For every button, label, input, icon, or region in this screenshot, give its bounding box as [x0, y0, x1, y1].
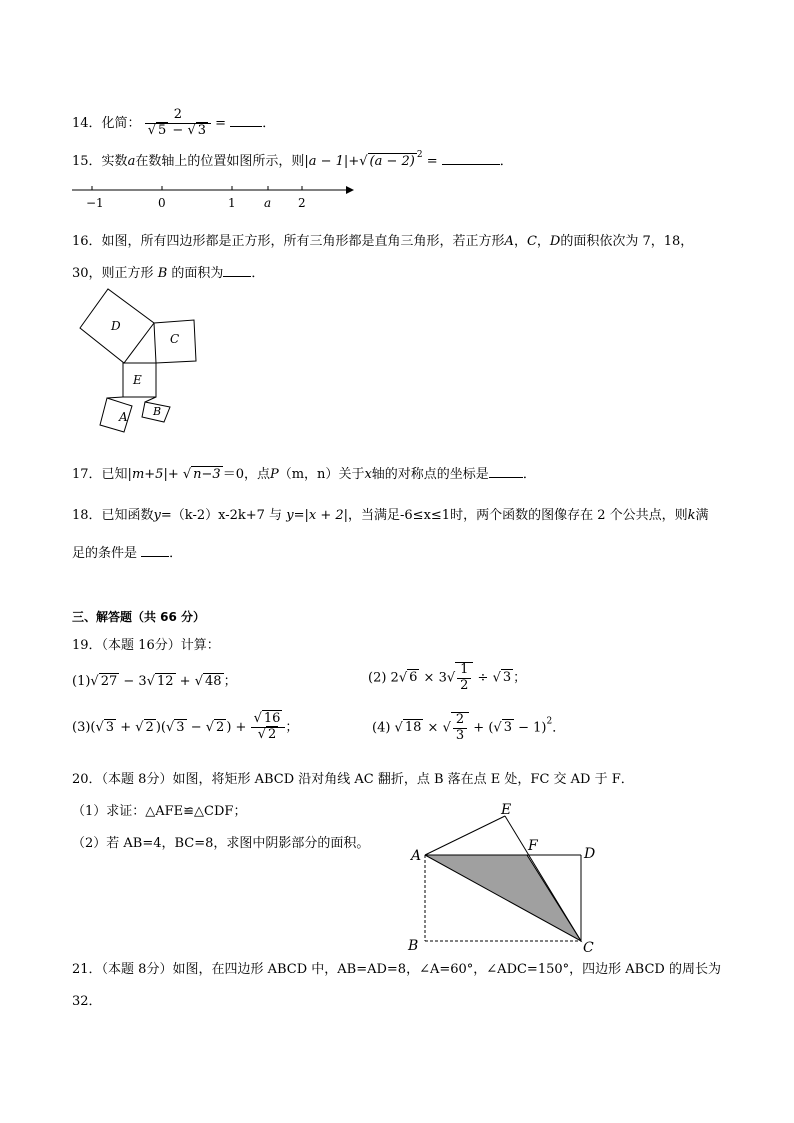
q19-p2-a: 6: [409, 670, 418, 686]
rectangle-fold-figure: [405, 800, 605, 955]
q17-text2: ＝0，点: [222, 467, 270, 482]
q19-p2-frac: [455, 662, 473, 694]
q17-end: ．: [522, 467, 536, 482]
q19-p4-end: ．: [552, 720, 566, 736]
q19-p2-fd: 2: [457, 678, 471, 694]
q19-p1-op2: +: [175, 674, 195, 689]
q21-line1: 21．（本题 8分）如图，在四边形 ABCD 中，AB=AD=8，∠A=60°，∠ADC=150°，四边形 ABCD 的周长为: [72, 962, 721, 977]
q19-p3-d: 2: [216, 719, 225, 735]
q14-end: ．: [262, 115, 276, 131]
q14-text: ．化简：: [88, 115, 141, 131]
q18-func: =（k-2）x-2k+7 与: [160, 508, 283, 523]
q19-p4-minus: − 1: [513, 720, 542, 736]
fig-label-A: A: [119, 410, 128, 424]
q19-p3-rp1: ): [155, 719, 161, 735]
q19-p3-a: 3: [105, 719, 115, 735]
q19-p1-op1: − 3: [119, 674, 147, 689]
q19-p4-plus: +: [469, 720, 489, 736]
q19-p3-b: 2: [145, 719, 154, 735]
label-a: a: [264, 196, 272, 210]
q16-text2a: 30，则正方形: [72, 266, 154, 281]
q19-p4-b: 3: [503, 720, 512, 736]
q19-p4-lp: (: [488, 720, 494, 736]
q18-end: ．: [169, 546, 183, 561]
q19-p1-c: 48: [205, 674, 222, 689]
q14-frac-num: 2: [173, 107, 182, 122]
fig-label-C: C: [583, 940, 594, 955]
q15-rad: (a − 2): [369, 154, 415, 169]
q19-p2-fn: 1: [460, 662, 469, 677]
q14-frac-den: √ 5 − √ 3: [145, 123, 211, 139]
q15-blank: [442, 152, 500, 165]
q16-sep1: ，: [513, 234, 527, 249]
fig-label-F: F: [528, 838, 538, 854]
q15-text1: ．实数: [88, 154, 128, 169]
q20-part2: （2）若 AB=4，BC=8，求图中阴影部分的面积。: [72, 836, 370, 851]
q15-sq: 2: [416, 150, 423, 160]
q14-blank: [230, 114, 262, 127]
q19-p4-label: (4): [372, 720, 391, 736]
q16-sep2: ，: [536, 234, 550, 249]
q19-title: 19．（本题 16分）计算：: [72, 638, 220, 653]
q19-p3-lp2: (: [160, 719, 166, 735]
q14-rad-a: 5: [158, 122, 167, 138]
q16-D: D: [549, 234, 561, 249]
q18-line2: [72, 542, 182, 561]
q19-p3-fn-wrap: √ 16: [253, 711, 281, 726]
q19-p4-frac: [451, 712, 469, 744]
q17-text1: 17．已知: [72, 467, 128, 482]
q19-p2-c: 3: [502, 670, 512, 686]
q18-line1: 18．已知函数y=（k-2）x-2k+7 与 y=|x + 2|，当满足-6≤x≤1时，两个函数的图像存在 2 个公共点，则k满: [72, 508, 709, 523]
label-1: 1: [228, 196, 236, 210]
label-2: 2: [298, 196, 306, 210]
q19-p2-op1: × 3: [419, 670, 447, 686]
squares-figure: [74, 285, 204, 435]
q18-eq2: =: [293, 508, 305, 523]
q19-p1-end: ；: [223, 674, 237, 689]
q19-p3-end: ；: [285, 719, 299, 735]
fig-label-C: C: [170, 332, 180, 346]
q21-line2: 32．: [72, 994, 102, 1009]
q20-part1: （1）求证：△AFE≌△CDF；: [72, 804, 247, 819]
q17-rad: n−3: [193, 467, 221, 482]
q14-eq: =: [215, 115, 227, 131]
q14-rad-b: 3: [197, 122, 207, 138]
q14: [72, 108, 275, 139]
q19-p4-a: 18: [404, 720, 422, 736]
q18-blank: [141, 544, 169, 557]
q16-B: B: [157, 266, 168, 281]
number-line-arrow: [346, 186, 354, 194]
q14-fraction: [145, 108, 211, 139]
q19-p3-label: (3): [72, 719, 91, 735]
q15-plus: +: [348, 154, 360, 169]
q19-part3: (3)(√ 3 + √ 2 )(√ 3 − √ 2 ) + $\frac{√ 16}{√ 2}$ ；: [72, 711, 299, 742]
edge-EB: [145, 397, 156, 402]
q16-text2b: 的面积为: [171, 266, 224, 281]
q19-p2-op2: ÷: [473, 670, 493, 686]
q19-p1-a: 27: [100, 674, 118, 689]
q19-p4-fn: 2: [455, 712, 465, 727]
q15-text2: 在数轴上的位置如图所示，则: [135, 154, 305, 169]
q19-p3-fn: 16: [263, 711, 281, 726]
q14-op: −: [168, 122, 188, 138]
q19-p3-minus: −: [186, 719, 206, 735]
fig-label-D: D: [584, 846, 596, 862]
q17-plus: +: [167, 467, 179, 482]
q19-p3-c: 3: [176, 719, 185, 735]
section-3-heading: 三、解答题（共 66 分）: [72, 610, 206, 624]
q19-p4-rp: ): [541, 720, 547, 736]
q15-abs: a − 1: [308, 154, 344, 169]
q18-y2: y: [286, 508, 294, 523]
q19-p3-fd: 2: [267, 726, 277, 742]
q19-p2-end: ；: [513, 670, 527, 686]
q18-abs: x + 2: [308, 508, 344, 523]
label-0: 0: [158, 196, 166, 210]
q16-blank: [223, 264, 251, 277]
q19-p4-fd: 3: [453, 728, 467, 744]
q19-p1-b: 12: [157, 674, 174, 689]
q16-end: ．: [251, 266, 265, 281]
segment-AE: [425, 816, 505, 855]
fig-label-B: B: [408, 938, 419, 954]
q17-P: P: [269, 467, 279, 482]
label-neg1: −1: [86, 196, 104, 210]
q19-p1-label: (1): [72, 674, 91, 689]
q17-x: x: [364, 467, 372, 482]
q14-number: 14: [72, 115, 89, 131]
q17-abs: m+5: [131, 467, 164, 482]
edge-EA: [107, 397, 123, 398]
q19-p3-lp1: (: [90, 719, 96, 735]
q18-text1: 18．已知函数: [72, 508, 154, 523]
fig-label-E: E: [133, 373, 142, 387]
q20-title: 20．（本题 8分）如图，将矩形 ABCD 沿对角线 AC 翻折，点 B 落在点 E 处，FC 交 AD 于 F．: [72, 772, 634, 787]
q18-text4: 足的条件是: [72, 546, 138, 561]
q18-text3: 满: [695, 508, 709, 523]
q19-p4-sq: 2: [546, 716, 553, 727]
q16-line1: [72, 230, 693, 249]
q18-y: y: [153, 508, 161, 523]
fig-label-B: B: [153, 405, 162, 418]
q17-coords: （m，n）: [278, 467, 339, 482]
q16-A: A: [504, 234, 514, 249]
q19-part4: (4) √ 18 × √ $\frac{2}{3}$ + (√ 3 − 1)$^2$．: [372, 712, 566, 743]
q18-text2: ，当满足-6≤x≤1时，两个函数的图像存在 2 个公共点，则: [348, 508, 688, 523]
q15-var: a: [127, 154, 136, 169]
q16-text1: 16．如图，所有四边形都是正方形，所有三角形都是直角三角形，若正方形: [72, 234, 505, 249]
shaded-triangle: [425, 855, 581, 941]
q19-p3-plus: +: [116, 719, 136, 735]
number-line-figure: [70, 180, 360, 212]
q19-p3-fd-wrap: √ 2: [251, 727, 286, 743]
q17-text4: 轴的对称点的坐标是: [371, 467, 489, 482]
q19-p3-rp2: ): [226, 719, 232, 735]
q19-p3-op: +: [231, 719, 251, 735]
q18-k: k: [687, 508, 696, 523]
q19-p4-op: ×: [423, 720, 443, 736]
q17-blank: [489, 465, 523, 478]
q15-number: 15: [72, 154, 89, 169]
q17: 17．已知|m+5|+ √ n−3 ＝0，点P（m，n）关于x轴的对称点的坐标是 ．: [72, 467, 536, 482]
q17-text3: 关于: [338, 467, 365, 482]
q19-part2: (2) 2√ 6 × 3√ $\frac{1}{2}$ ÷ √ 3 ；: [368, 662, 527, 693]
q16-line2: [72, 262, 264, 281]
q16-C: C: [526, 234, 537, 249]
q19-p2-label: (2) 2: [368, 670, 399, 686]
q19-p3-frac: [251, 712, 286, 743]
q15: 15．实数a在数轴上的位置如图所示，则|a − 1|+√ (a − 2) $^2$ = ．: [72, 150, 513, 169]
q15-eq: =: [426, 154, 438, 169]
fig-label-D: D: [111, 319, 121, 333]
q19-part1: (1)√ 27 − 3√ 12 + √ 48 ；: [72, 674, 237, 689]
q16-mid: 的面积依次为 7，18，: [560, 234, 694, 249]
fig-label-A: A: [411, 848, 422, 864]
q15-end: ．: [499, 154, 513, 169]
fig-label-E: E: [501, 802, 512, 818]
